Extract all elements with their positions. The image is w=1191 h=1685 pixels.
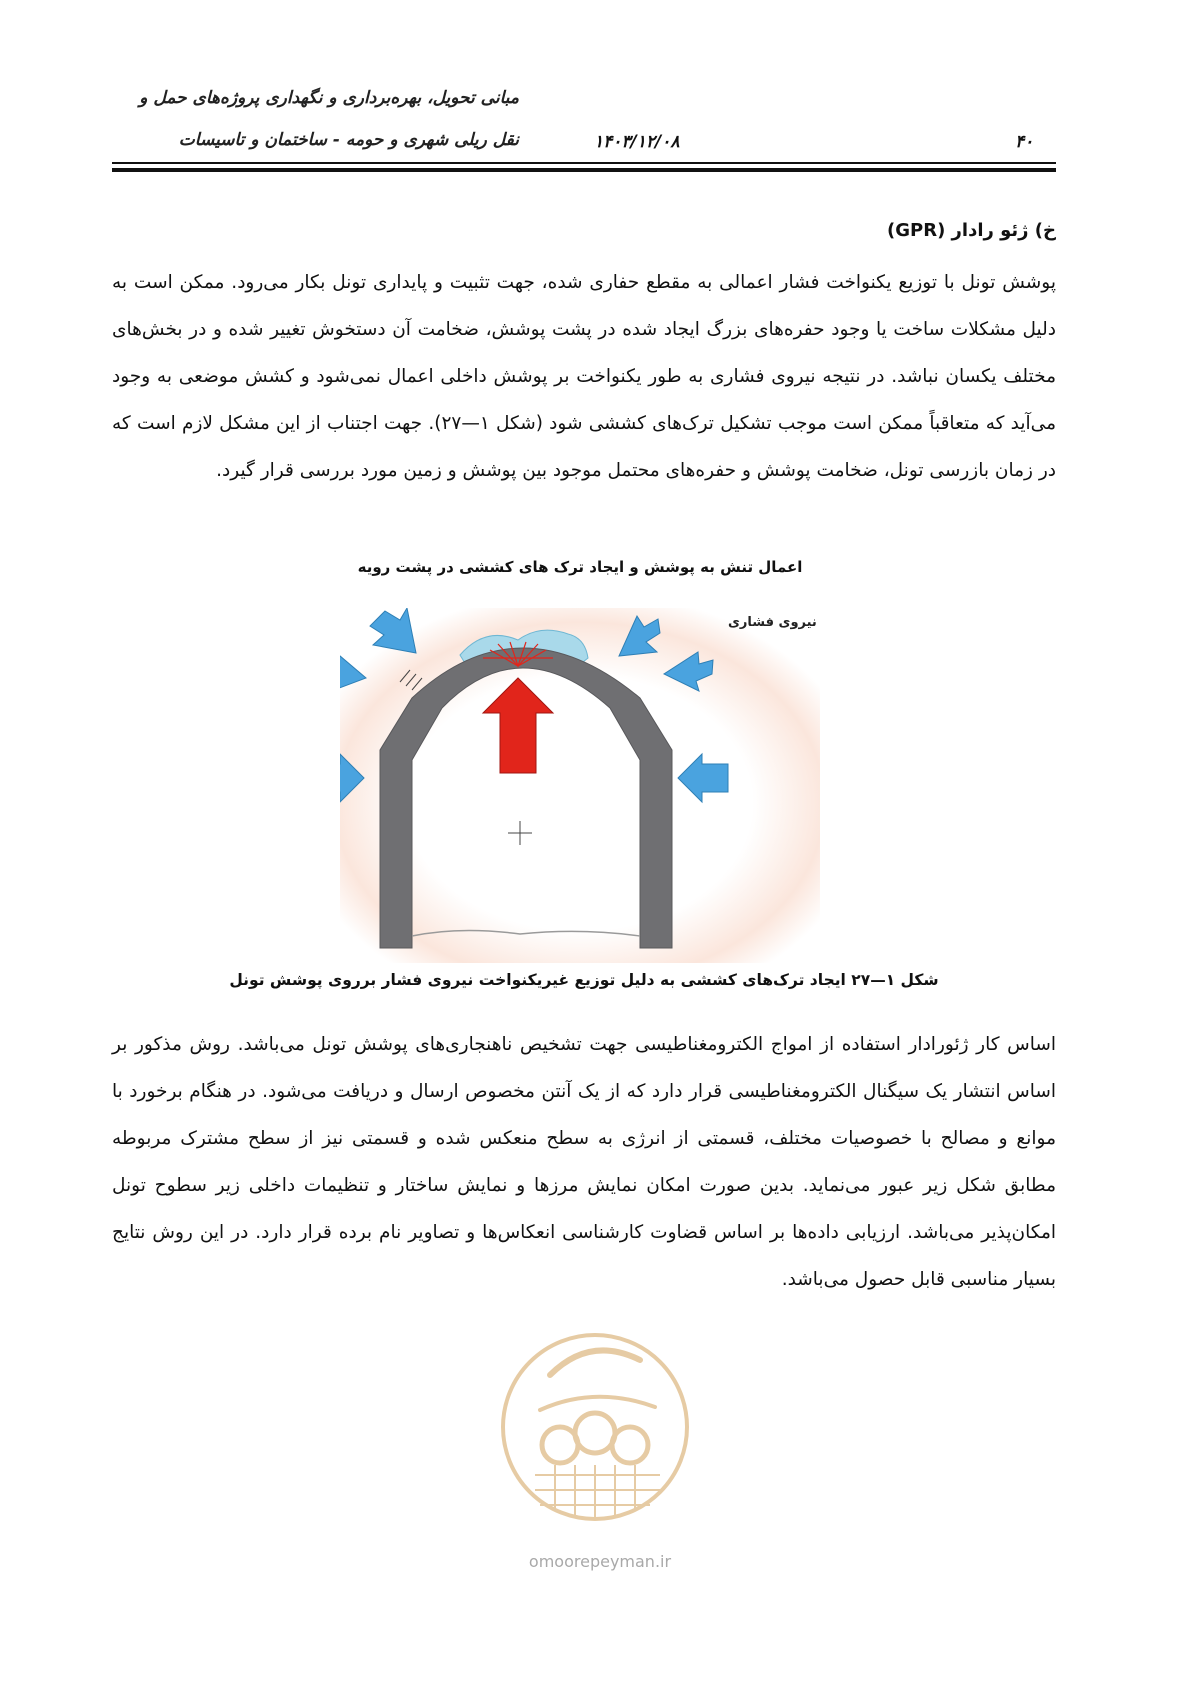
section-heading: خ) ژئو رادار (GPR) (887, 220, 1056, 241)
pressure-force-label: نیروی فشاری (728, 615, 817, 630)
header-date: ۱۴۰۳/۱۲/۰۸ (594, 132, 680, 152)
figure-title: اعمال تنش به پوشش و ایجاد ترک های کششی در پشت رویه (357, 558, 803, 576)
tunnel-figure (340, 608, 820, 963)
watermark-logo (480, 1315, 710, 1545)
header-title-line1: مبانی تحویل، بهره‌برداری و نگهداری پروژه‌های حمل و (139, 88, 519, 108)
watermark-url: omoorepeyman.ir (528, 1552, 672, 1571)
header-title-line2: نقل ریلی شهری و حومه - ساختمان و تاسیسات (178, 130, 519, 150)
header-rule-thick (112, 168, 1056, 172)
header-rule-thin (112, 162, 1056, 164)
page-number: ۴۰ (1015, 132, 1034, 152)
paragraph-1: پوشش تونل با توزیع یکنواخت فشار اعمالی به مقطع حفاری شده، جهت تثبیت و پایداری تونل بکار می‌رود. ممکن است به دلیل مشکلات ساخت یا وجود حفره‌های بزرگ ایجاد شده در پشت پوشش، ضخامت آن دستخوش تغییر شده و در بخش‌های مختلف یکسان نباشد. در نتیجه نیروی فشاری به طور یکنواخت بر پوشش داخلی اعمال نمی‌شود و کشش موضعی به وجود می‌آید که متعاقباً ممکن است موجب تشکیل ترک‌های کششی شود (شکل ۱—۲۷). جهت اجتناب از این مشکل لازم است که در زمان بازرسی تونل، ضخامت پوشش و حفره‌های محتمل موجود بین پوشش و زمین مورد بررسی قرار گیرد. (112, 272, 1056, 481)
paragraph-2: اساس کار ژئورادار استفاده از امواج الکترومغناطیسی جهت تشخیص ناهنجاری‌های پوشش تونل می‌باشد. روش مذکور بر اساس انتشار یک سیگنال الکترومغناطیسی قرار دارد که از یک آنتن مخصوص ارسال و دریافت می‌شود. در هنگام برخورد با موانع و مصالح با خصوصیات مختلف، قسمتی از انرژی به سطح منعکس شده و قسمتی نیز از سطح مشترک مربوطه مطابق شکل زیر عبور می‌نماید. بدین صورت امکان نمایش مرزها و نمایش ساختار و تنظیمات داخلی زیر سطوح تونل امکان‌پذیر می‌باشد. ارزیابی داده‌ها بر اساس قضاوت کارشناسی انعکاس‌ها و تصاویر نام برده قرار دارد. در این روش نتایج بسیار مناسبی قابل حصول می‌باشد. (112, 1034, 1056, 1290)
figure-caption: شکل ۱—۲۷ ایجاد ترک‌های کششی به دلیل توزیع غیریکنواخت نیروی فشار برروی پوشش تونل (229, 971, 939, 989)
